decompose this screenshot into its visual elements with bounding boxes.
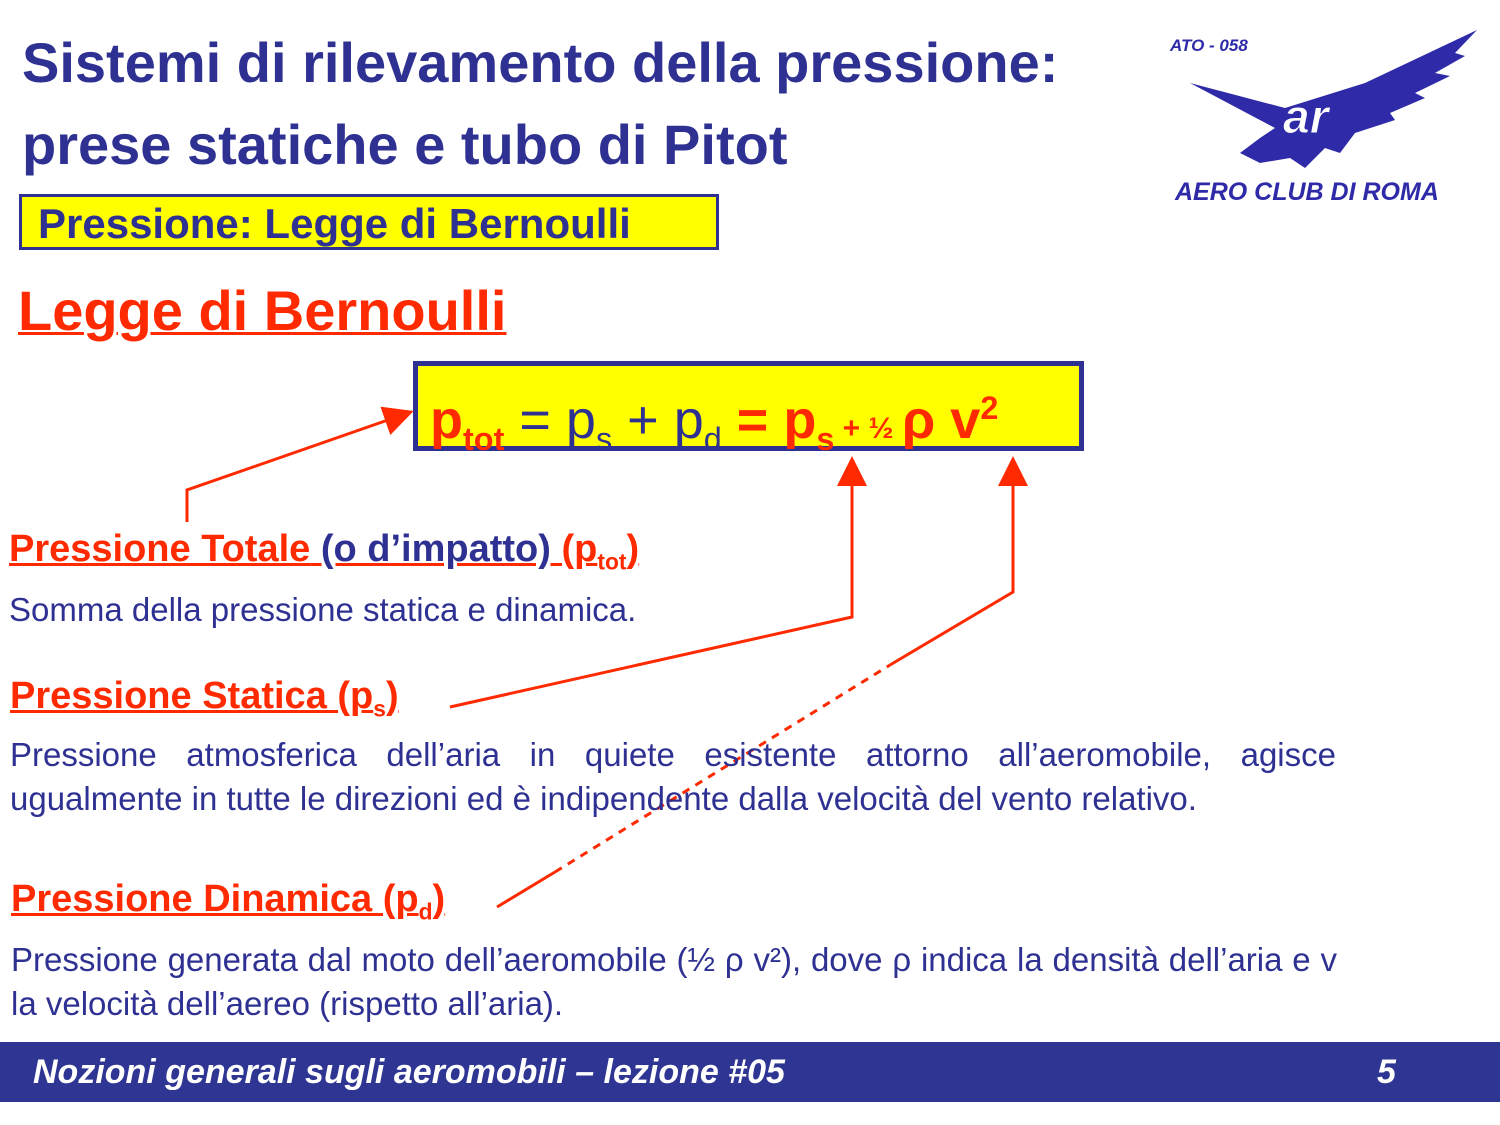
logo-code: ATO - 058 bbox=[1170, 36, 1248, 55]
bernoulli-formula: $p_{tot} = p_s + p_d = p_s$ + ½ ρ $v^2$ bbox=[413, 361, 1084, 451]
section-static bbox=[10, 675, 1336, 821]
subtitle-box: Pressione: Legge di Bernoulli bbox=[19, 194, 719, 250]
section-static-title: Pressione Statica $(p_s)$ bbox=[10, 675, 399, 722]
section-total bbox=[9, 528, 639, 632]
page-number: 5 bbox=[1377, 1053, 1396, 1091]
svg-text:ar: ar bbox=[1283, 91, 1329, 144]
arrow-total bbox=[187, 413, 408, 522]
footer-text: Nozioni generali sugli aeromobili – lezione #05 bbox=[33, 1053, 785, 1091]
section-dynamic bbox=[11, 878, 1337, 1026]
section-dynamic-title: Pressione Dinamica $(p_d)$ bbox=[11, 878, 446, 925]
section-static-text: Pressione atmosferica dell’aria in quiete esistente attorno all’aeromobile, agisce ugualmente in tutte le direzioni ed è indipendente dalla velocità del vento relativo. bbox=[10, 735, 1336, 817]
title-line-2: prese statiche e tubo di Pitot bbox=[22, 113, 788, 176]
section-total-text: Somma della pressione statica e dinamica. bbox=[9, 590, 637, 628]
section-dynamic-text: Pressione generata dal moto dell’aeromobile (½ ρ v²), dove ρ indica la densità dell’aria e v la velocità dell’aereo (rispetto all’aria). bbox=[11, 940, 1337, 1022]
footer-bar bbox=[0, 1042, 1500, 1102]
arrow-dynamic-end bbox=[890, 462, 1013, 665]
logo-name: AERO CLUB DI ROMA bbox=[1175, 178, 1439, 206]
title-line-1: Sistemi di rilevamento della pressione: bbox=[22, 31, 1059, 94]
section-total-title: Pressione Totale (o d’impatto) $(p_{tot})$ bbox=[9, 528, 640, 575]
section-heading: Legge di Bernoulli bbox=[18, 279, 507, 342]
